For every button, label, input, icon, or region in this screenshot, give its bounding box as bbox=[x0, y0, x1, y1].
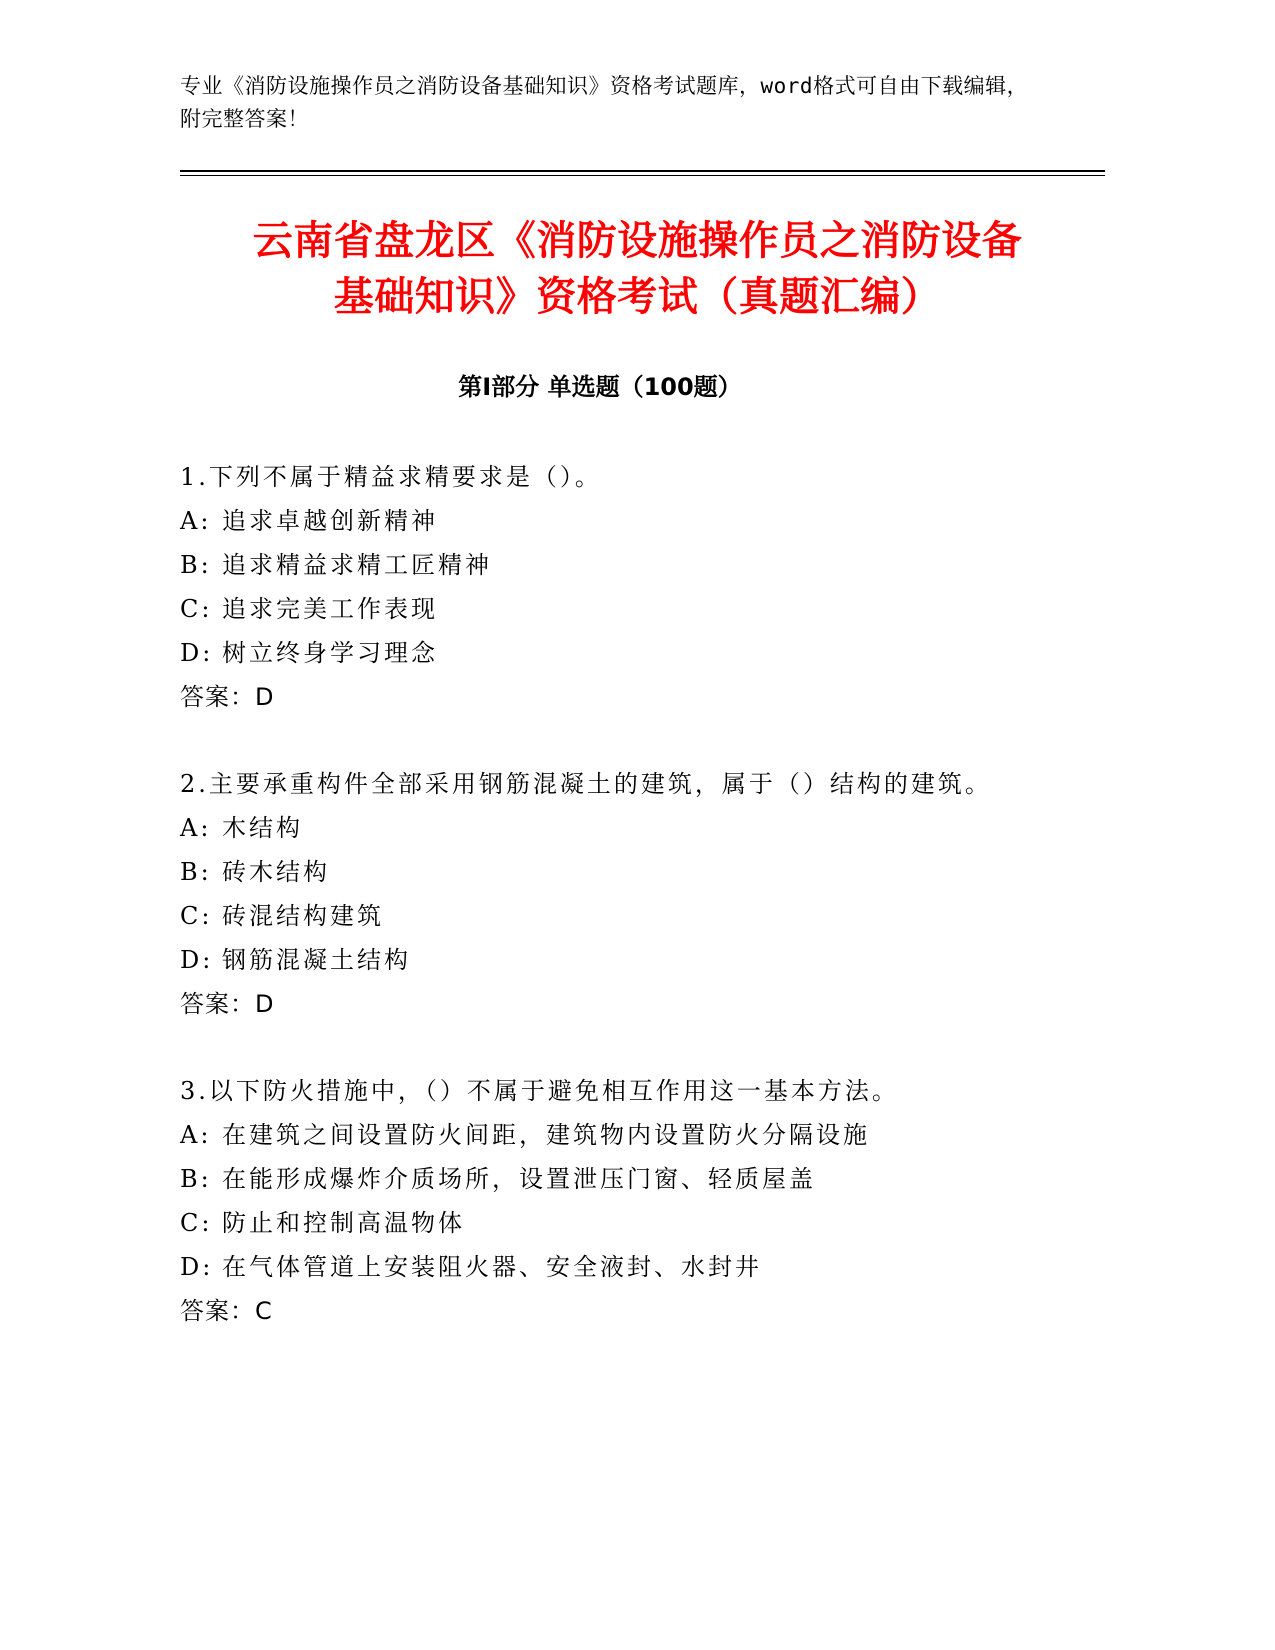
option-key: D: bbox=[180, 1253, 214, 1281]
question-stem: 3.以下防火措施中，（）不属于避免相互作用这一基本方法。 bbox=[180, 1077, 899, 1105]
option-a bbox=[180, 499, 1100, 543]
option-b bbox=[180, 1157, 1100, 1201]
section-title: 第Ⅰ部分 单选题（100题） bbox=[458, 373, 742, 401]
option-text: 树立终身学习理念 bbox=[222, 639, 438, 667]
option-text: 砖木结构 bbox=[222, 858, 330, 886]
option-a bbox=[180, 806, 1100, 850]
header-divider-thin bbox=[180, 175, 1105, 176]
option-key: D: bbox=[180, 639, 214, 667]
question-1 bbox=[180, 455, 1100, 719]
question-stem: 1.下列不属于精益求精要求是（）。 bbox=[180, 463, 602, 491]
header-divider-thick bbox=[180, 170, 1105, 172]
option-text: 钢筋混凝土结构 bbox=[222, 946, 411, 974]
title-line-2: 基础知识》资格考试（真题汇编） bbox=[333, 274, 942, 320]
option-text: 在气体管道上安装阻火器、安全液封、水封井 bbox=[222, 1253, 762, 1281]
option-d bbox=[180, 1245, 1100, 1289]
question-list bbox=[180, 455, 1100, 1376]
document-title bbox=[150, 213, 1125, 325]
option-key: C: bbox=[180, 595, 213, 623]
option-b bbox=[180, 850, 1100, 894]
question-2 bbox=[180, 762, 1100, 1026]
option-key: D: bbox=[180, 946, 214, 974]
answer-line: 答案：D bbox=[180, 683, 275, 711]
question-3 bbox=[180, 1069, 1100, 1333]
option-key: C: bbox=[180, 1209, 213, 1237]
option-text: 追求精益求精工匠精神 bbox=[222, 551, 492, 579]
option-text: 木结构 bbox=[222, 814, 303, 842]
option-text: 追求完美工作表现 bbox=[222, 595, 438, 623]
option-text: 砖混结构建筑 bbox=[222, 902, 384, 930]
option-text: 在能形成爆炸介质场所，设置泄压门窗、轻质屋盖 bbox=[222, 1165, 816, 1193]
option-text: 追求卓越创新精神 bbox=[222, 507, 438, 535]
option-c bbox=[180, 894, 1100, 938]
option-text: 防止和控制高温物体 bbox=[222, 1209, 465, 1237]
option-key: A: bbox=[180, 1121, 212, 1149]
option-key: A: bbox=[180, 814, 212, 842]
option-key: A: bbox=[180, 507, 212, 535]
question-stem: 2.主要承重构件全部采用钢筋混凝土的建筑，属于（）结构的建筑。 bbox=[180, 770, 992, 798]
option-key: B: bbox=[180, 551, 212, 579]
header-note: 专业《消防设施操作员之消防设备基础知识》资格考试题库，word格式可自由下载编辑，附完整答案！ bbox=[180, 74, 1029, 131]
option-key: B: bbox=[180, 1165, 212, 1193]
title-line-1: 云南省盘龙区《消防设施操作员之消防设备 bbox=[252, 218, 1023, 264]
option-key: C: bbox=[180, 902, 213, 930]
answer-line: 答案：C bbox=[180, 1297, 273, 1325]
option-c bbox=[180, 1201, 1100, 1245]
option-b bbox=[180, 543, 1100, 587]
option-c bbox=[180, 587, 1100, 631]
option-text: 在建筑之间设置防火间距，建筑物内设置防火分隔设施 bbox=[222, 1121, 870, 1149]
option-d bbox=[180, 938, 1100, 982]
option-d bbox=[180, 631, 1100, 675]
option-key: B: bbox=[180, 858, 212, 886]
option-a bbox=[180, 1113, 1100, 1157]
answer-line: 答案：D bbox=[180, 990, 275, 1018]
